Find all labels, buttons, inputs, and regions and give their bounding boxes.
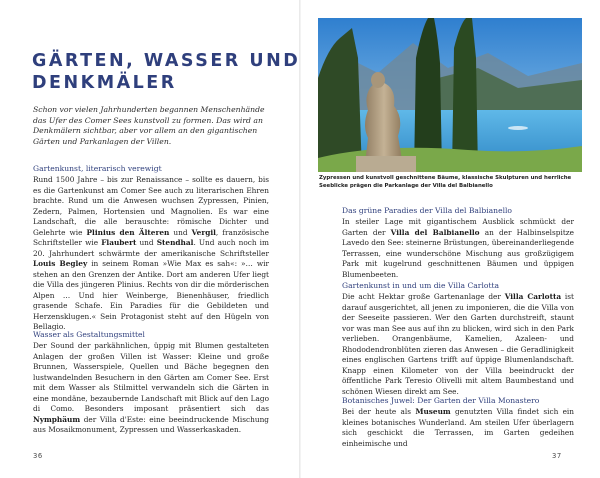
paragraph-villa-carlotta: Die acht Hektar große Gartenanlage der Villa Carlotta ist darauf ausgerichtet, all jenen zu imponieren, die die Villa von der Seeseite passieren. Wer den Garten durchstreift, staunt vor was man See aus auf ihn zu blicken, wird sich in den Park verlieben. Orangenbäume, Kamelien, Azaleen- und Rhododendronblüten zieren das Anwesen – die Geradlinigkeit eines englischen Gartens trifft auf üppige Blumenlandschaft. Knapp einen Kilometer von der Villa beeindruckt der öffentliche Park Teresio Olivelli mit altem Baumbestand und schönen Wiesen direkt am See. [342, 292, 574, 396]
bold-flaubert: Flaubert [101, 238, 137, 247]
page-number-left: 36 [33, 452, 43, 460]
bold-villa-balbianello: Villa del Balbianello [390, 227, 480, 237]
bold-museum: Museum [415, 407, 451, 416]
subheading-balbianello: Das grüne Paradies der Villa del Balbianello [342, 206, 512, 215]
photo-illustration [318, 18, 582, 172]
intro-paragraph: Schon vor vielen Jahrhunderten begannen Menschenhände das Ufer des Comer Sees kunstvoll zu formen. Das wird an Denkmälern sichtbar, aber vor allem an den gigantischen Gärten und Parkanlagen der Villen. [33, 105, 265, 146]
paragraph-balbianello: In steiler Lage mit gigantischem Ausblick schmückt der Garten der Villa del Balbianello an der Halbinselspitze Lavedo den See: steinerne Brüstungen, übereinanderliegende Terrassen, eine wunderschöne Mischung aus großzügigem Park mit kugelrund geschnittenen Bäumen und üppigen Blumenbeeten. [342, 217, 574, 279]
bold-louis-begley: Louis Begley [33, 259, 88, 268]
bold-stendhal: Stendhal [156, 238, 194, 247]
paragraph-gartenkunst: Rund 1500 Jahre – bis zur Renaissance – sollte es dauern, bis es die Gartenkunst am Comer See auch zu literarischen Ehren brachte. Rund um die Anwesen wuchsen Zypressen, Pinien, Zedern, Palmen, Hortensien und Magnolien. Es war eine Landschaft, die alle berauschte: römische Dichter und Gelehrte wie Plinius den Älteren und Vergil, französische Schriftsteller wie Flaubert und Stendhal. Und auch noch im 20. Jahrhundert schwärmte der amerikanische Schriftsteller Louis Begley in seinem Roman »Wie Max es sah«: »… wir stehen an den Grenzen der Antike. Dort am anderen Ufer liegt die Villa des jüngeren Plinius. Rechts von dir die mörderischen Alpen … Und hier Weinberge, Bienenhäuser, friedlich grasende Schafe. Ein Paradies für die Gebildeten und Herzensklugen.« Sein Protagonist steht auf den Hügeln von Bellagio. [33, 175, 269, 331]
chapter-heading-line-2: DENKMÄLER [32, 73, 177, 93]
cypress-tree-right [452, 18, 478, 172]
boat-wake [508, 126, 528, 130]
chapter-heading-line-1: GÄRTEN, WASSER UND [32, 51, 301, 71]
subheading-gartenkunst: Gartenkunst, literarisch verewigt [33, 164, 162, 173]
subheading-wasser: Wasser als Gestaltungsmittel [33, 330, 145, 339]
right-page [300, 0, 600, 478]
bold-plinius: Plinius den Älteren [86, 227, 170, 237]
page-number-right: 37 [552, 452, 562, 460]
paragraph-wasser: Der Sound der parkähnlichen, üppig mit Blumen gestalteten Anlagen der großen Villen ist Wasser: Kleine und große Brunnen, Wasserspiele, Quellen und Bäche begegnen den lustwandelnden Besuchern in den Gärten am Comer See. Erst mit dem Wasser als Stilmittel verwandeln sich die Gärten in eine mondäne, bezaubernde Landschaft mit Blick auf den Lago di Como. Besonders imposant präsentiert sich das Nymphäum der Villa d'Este: eine beeindruckende Mischung aus Mosaikmonument, Zypressen und Wasserkaskaden. [33, 341, 269, 434]
bold-villa-carlotta: Villa Carlotta [504, 292, 562, 301]
paragraph-villa-monastero: Bei der heute als Museum genutzten Villa findet sich ein kleines botanisches Wunderland. Am steilen Ufer überlagern sich geschickt die Terrassen, im Garten gedeihen einheimische und [342, 407, 574, 448]
balustrade [356, 156, 416, 172]
lake-garden-statue-photo [318, 18, 582, 172]
subheading-villa-carlotta: Gartenkunst in und um die Villa Carlotta [342, 281, 500, 290]
chapter-heading [32, 50, 301, 94]
bold-nymphaeum: Nymphäum [33, 414, 81, 424]
subheading-villa-monastero: Botanisches Juwel: Der Garten der Villa Monastero [342, 396, 540, 405]
statue-head [371, 72, 385, 88]
bold-vergil: Vergil [191, 227, 216, 237]
photo-caption: Zypressen und kunstvoll geschnittene Bäume, klassische Skulpturen und herrliche Seeblicke prägen die Parkanlage der Villa del Balbianello [319, 175, 572, 189]
